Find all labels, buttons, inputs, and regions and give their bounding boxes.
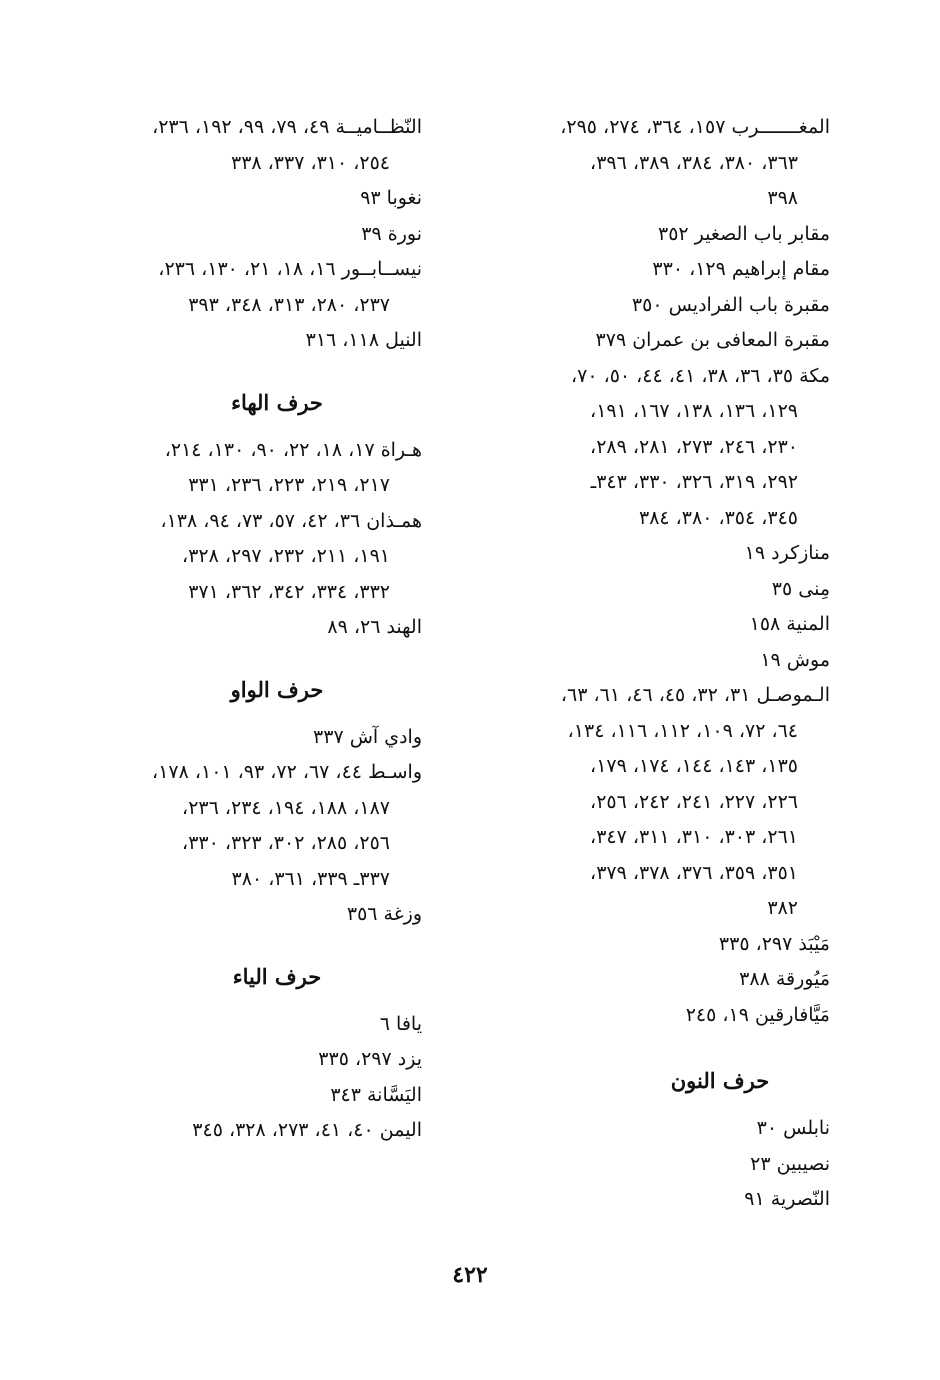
entry-maghrib-cont: ٣٩٨: [767, 187, 798, 209]
entry-mawsil-cont: ٣٥١، ٣٥٩، ٣٧٦، ٣٧٨، ٣٧٩،: [590, 861, 798, 884]
entry-maghrib-cont: ٣٦٣، ٣٨٠، ٣٨٤، ٣٨٩، ٣٩٦،: [590, 151, 798, 174]
entry-wazgha: وزغة ٣٥٦: [346, 903, 422, 925]
entry-makka-cont: ٣٤٥، ٣٥٤، ٣٨٠، ٣٨٤: [638, 506, 798, 529]
entry-wasit: واسـط ٤٤، ٦٧، ٧٢، ٩٣، ١٠١، ١٧٨،: [152, 761, 422, 783]
entry-yazd: يزد ٢٩٧، ٣٣٥: [318, 1048, 422, 1070]
entry-mawsil-cont: ٦٤، ٧٢، ١٠٩، ١١٢، ١١٦، ١٣٤،: [567, 719, 798, 742]
entry-munya: المنية ١٥٨: [749, 613, 830, 635]
entry-maghrib: المغـــــــرب ١٥٧، ٣٦٤، ٢٧٤، ٢٩٥،: [560, 116, 830, 138]
section-heading-waw: حرف الواو: [230, 676, 324, 702]
entry-nablus: نابلس ٣٠: [756, 1117, 830, 1139]
entry-maqbarat-faradis: مقبرة باب الفراديس ٣٥٠: [631, 293, 830, 316]
entry-hamadhan-cont: ٣٣٢، ٣٣٤، ٣٤٢، ٣٦٢، ٣٧١: [188, 580, 390, 603]
entry-harat-cont: ٢١٧، ٢١٩، ٢٢٣، ٢٣٦، ٣٣١: [188, 474, 390, 496]
entry-wasit-cont: ٣٣٧ـ ٣٣٩، ٣٦١، ٣٨٠: [231, 867, 390, 890]
entry-nizamiyya: النّظــاميــة ٤٩، ٧٩، ٩٩، ١٩٢، ٢٣٦،: [152, 116, 422, 138]
section-heading-ya: حرف الياء: [232, 963, 322, 989]
entry-mush: موش ١٩: [760, 648, 830, 671]
entry-naysabur: نيســابــور ١٦، ١٨، ٢١، ١٣٠، ٢٣٦،: [158, 258, 422, 280]
page-number: ٤٢٢: [452, 1262, 488, 1288]
entry-maqabir-bab-saghir: مقابر باب الصغير ٣٥٢: [658, 222, 830, 245]
entry-nura: نورة ٣٩: [361, 222, 422, 245]
index-column-right: [470, 110, 830, 1218]
entry-mayurqa: مَيُورقة ٣٨٨: [739, 968, 830, 990]
section-heading-nun: حرف النون: [670, 1068, 770, 1093]
entry-maqam-ibrahim: مقام إبراهيم ١٢٩، ٣٣٠: [652, 258, 830, 280]
entry-mina: مِنى ٣٥: [771, 577, 830, 600]
entry-yafa: يافا ٦: [379, 1012, 422, 1035]
entry-nasriyya: النّصرية ٩١: [744, 1188, 830, 1210]
entry-maqbarat-muafa: مقبرة المعافى بن عمران ٣٧٩: [595, 329, 830, 351]
entry-wadi-ash: وادي آش ٣٣٧: [313, 725, 422, 748]
entry-maybudh: مَيْبَذ ٢٩٧، ٣٣٥: [718, 932, 830, 955]
entry-hamadhan: همـذان ٣٦، ٤٢، ٥٧، ٧٣، ٩٤، ١٣٨،: [160, 509, 422, 532]
entry-mawsil-cont: ٢٦١، ٣٠٣، ٣١٠، ٣١١، ٣٤٧،: [590, 826, 798, 848]
entry-wasit-cont: ٢٥٦، ٢٨٥، ٣٠٢، ٣٢٣، ٣٣٠،: [182, 832, 390, 854]
entry-manazkard: منازكرد ١٩: [744, 542, 830, 564]
entry-hind: الهند ٢٦، ٨٩: [327, 616, 422, 638]
entry-mayyafariqin: مَيَّافارقين ١٩، ٢٤٥: [685, 1003, 830, 1026]
entry-naghuba: نغوبا ٩٣: [360, 187, 422, 209]
entry-mawsil-cont: ٢٢٦، ٢٢٧، ٢٤١، ٢٤٢، ٢٥٦،: [590, 790, 798, 813]
entry-makka: مكة ٣٥، ٣٦، ٣٨، ٤١، ٤٤، ٥٠، ٧٠،: [570, 364, 830, 387]
entry-nasibin: نصيبين ٢٣: [750, 1152, 830, 1175]
entry-harat: هـراة ١٧، ١٨، ٢٢، ٩٠، ١٣٠، ٢١٤،: [164, 438, 422, 461]
index-column-left: [72, 110, 422, 1149]
entry-wasit-cont: ١٨٧، ١٨٨، ١٩٤، ٢٣٤، ٢٣٦،: [182, 796, 390, 819]
entry-nizamiyya-cont: ٢٥٤، ٣١٠، ٣٣٧، ٣٣٨: [230, 151, 390, 174]
entry-nil: النيل ١١٨، ٣١٦: [305, 329, 422, 351]
entry-yaman: اليمن ٤٠، ٤١، ٢٧٣، ٣٢٨، ٣٤٥: [192, 1119, 422, 1141]
entry-makka-cont: ٢٣٠، ٢٤٦، ٢٧٣، ٢٨١، ٢٨٩،: [590, 435, 798, 458]
entry-makka-cont: ١٢٩، ١٣٦، ١٣٨، ١٦٧، ١٩١،: [590, 400, 798, 422]
entry-mawsil: الـموصـل ٣١، ٣٢، ٤٥، ٤٦، ٦١، ٦٣،: [560, 684, 830, 706]
entry-yassana: اليَسَّانة ٣٤٣: [330, 1083, 422, 1106]
entry-mawsil-cont: ١٣٥، ١٤٣، ١٤٤، ١٧٤، ١٧٩،: [590, 755, 798, 777]
entry-hamadhan-cont: ١٩١، ٢١١، ٢٣٢، ٢٩٧، ٣٢٨،: [182, 545, 390, 567]
entry-naysabur-cont: ٢٣٧، ٢٨٠، ٣١٣، ٣٤٨، ٣٩٣: [188, 293, 390, 316]
entry-makka-cont: ٢٩٢، ٣١٩، ٣٢٦، ٣٣٠، ٣٤٣ـ: [590, 471, 798, 493]
entry-mawsil-cont: ٣٨٢: [767, 897, 798, 919]
section-heading-ha: حرف الهاء: [231, 389, 323, 415]
